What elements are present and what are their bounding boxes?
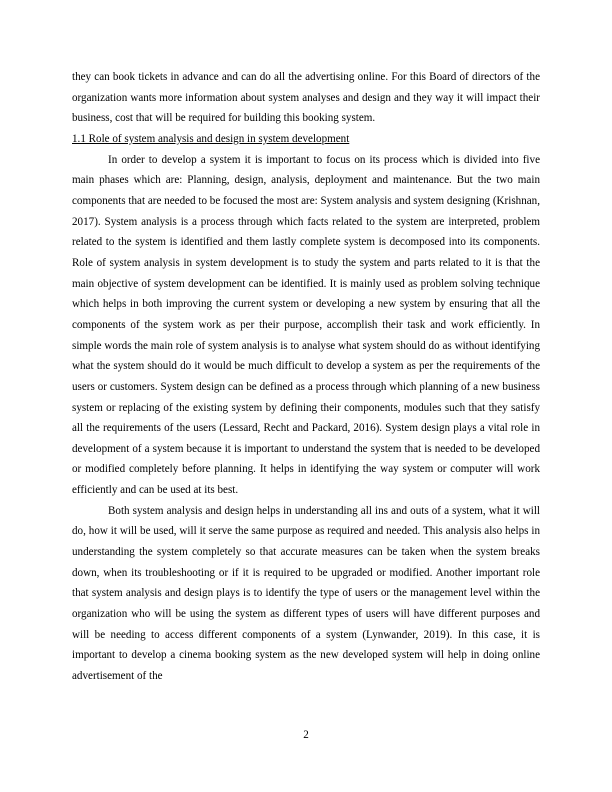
- page-body: [72, 67, 540, 687]
- paragraph-continued: they can book tickets in advance and can do all the advertising online. For this Board of directors of the organization wants more information about system analyses and design and they way it will impact their business, cost that will be required for building this booking system.: [72, 71, 540, 125]
- section-heading: 1.1 Role of system analysis and design in system development: [72, 132, 350, 145]
- paragraph-system-analysis: In order to develop a system it is important to focus on its process which is divided into five main phases which are: Planning, design, analysis, deployment and maintenance. But the two main components that are needed to be focused the most are: System analysis and system designing (Krishnan, 2017). System analysis is a process through which facts related to the system are interpreted, problem related to the system is identified and them lastly complete system is decomposed into its components. Role of system analysis in system development is to study the system and parts related to it is that the main objective of system development can be identified. It is mainly used as problem solving technique which helps in both improving the current system or developing a new system by ensuring that all the components of the system work as per their purpose, accomplish their task and work efficiently. In simple words the main role of system analysis is to analyse what system should do as without identifying what the system should do it would be much difficult to develop a system as per the requirements of the users or customers. System design can be defined as a process through which planning of a new business system or replacing of the existing system by defining their components, modules such that they satisfy all the requirements of the users (Lessard, Recht and Packard, 2016). System design plays a vital role in development of a system because it is important to understand the system that is needed to be developed or modified completely before planning. It helps in identifying the way system or computer will work efficiently and can be used at its best.: [72, 153, 540, 497]
- page-number: 2: [303, 729, 309, 741]
- paragraph-analysis-design-benefits: Both system analysis and design helps in understanding all ins and outs of a system, what it will do, how it will be used, will it serve the same purpose as required and needed. This analysis also helps in understanding the system completely so that accurate measures can be taken when the system breaks down, when its troubleshooting or if it is required to be upgraded or modified. Another important role that system analysis and design plays is to identify the type of users or the management level within the organization who will be using the system as different types of users will have different purposes and will be needing to access different components of a system (Lynwander, 2019). In this case, it is important to develop a cinema booking system as the new developed system will help in doing online advertisement of the: [72, 504, 540, 683]
